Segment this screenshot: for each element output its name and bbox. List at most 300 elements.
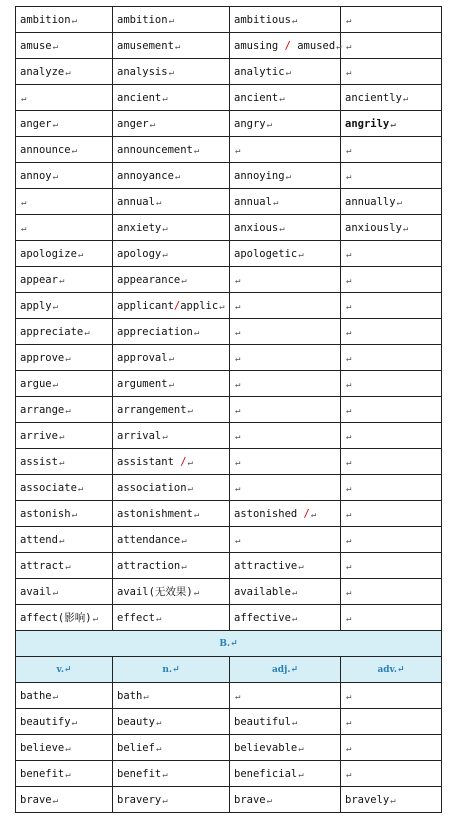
cell-text: annoy — [20, 169, 52, 182]
table-cell — [113, 475, 230, 501]
cell-text: appearance — [117, 273, 181, 286]
table-cell — [16, 7, 113, 33]
paragraph-mark-icon: ↵ — [346, 743, 352, 754]
paragraph-mark-icon: ↵ — [58, 431, 65, 442]
table-cell — [230, 683, 341, 709]
cell-text: arrangement — [117, 403, 187, 416]
table-cell — [341, 241, 442, 267]
paragraph-mark-icon: ↵ — [235, 431, 241, 442]
cell-text: annual — [234, 195, 272, 208]
table-cell — [16, 59, 113, 85]
table-cell — [341, 527, 442, 553]
paragraph-mark-icon: ↵ — [181, 561, 187, 572]
table-cell — [113, 85, 230, 111]
paragraph-mark-icon: ↵ — [235, 535, 241, 546]
paragraph-mark-icon: ↵ — [65, 353, 71, 364]
paragraph-mark-icon: ↵ — [193, 145, 200, 156]
cell-text: association — [117, 481, 187, 494]
paragraph-mark-icon: ↵ — [143, 691, 149, 702]
table-cell — [113, 761, 230, 787]
table-cell — [341, 85, 442, 111]
paragraph-mark-icon: ↵ — [346, 353, 352, 364]
paragraph-mark-icon: ↵ — [193, 588, 200, 598]
cell-text: beautify — [20, 715, 71, 728]
table-row — [16, 319, 442, 345]
paragraph-mark-icon: ↵ — [291, 587, 298, 598]
paragraph-mark-icon: ↵ — [285, 67, 291, 78]
paragraph-mark-icon: ↵ — [298, 769, 304, 780]
paragraph-mark-icon: ↵ — [174, 41, 181, 52]
table-cell — [230, 501, 341, 527]
cell-text: beautiful — [234, 715, 291, 728]
paragraph-mark-icon: ↵ — [168, 379, 174, 390]
table-cell — [16, 709, 113, 735]
paragraph-mark-icon: ↵ — [266, 119, 273, 130]
table-cell — [113, 293, 230, 319]
table-row — [16, 423, 442, 449]
cell-text: anxiously — [345, 221, 402, 234]
table-cell — [230, 761, 341, 787]
paragraph-mark-icon: ↵ — [155, 197, 162, 208]
table-cell — [113, 189, 230, 215]
cell-text: bravery — [117, 793, 162, 806]
table-cell — [341, 683, 442, 709]
table-row — [16, 371, 442, 397]
paragraph-mark-icon: ↵ — [181, 535, 187, 546]
table-cell — [341, 787, 442, 813]
table-cell — [16, 683, 113, 709]
table-cell — [113, 111, 230, 137]
paragraph-mark-icon: ↵ — [266, 795, 273, 806]
paragraph-mark-icon: ↵ — [52, 691, 59, 702]
cell-text: affect(影响) — [20, 612, 92, 624]
table-cell — [16, 345, 113, 371]
table-cell — [113, 59, 230, 85]
paragraph-mark-icon: ↵ — [181, 275, 187, 286]
paragraph-mark-icon: ↵ — [21, 223, 27, 234]
paragraph-mark-icon: ↵ — [346, 587, 352, 598]
cell-text: amuse — [20, 39, 52, 52]
paragraph-mark-icon: ↵ — [346, 535, 352, 546]
table-cell — [113, 267, 230, 293]
paragraph-mark-icon: ↵ — [402, 223, 409, 234]
table-cell — [113, 579, 230, 605]
table-row — [16, 137, 442, 163]
table-cell — [16, 163, 113, 189]
cell-text: beauty — [117, 715, 155, 728]
table-cell — [230, 449, 341, 475]
table-row — [16, 345, 442, 371]
paragraph-mark-icon: ↵ — [162, 795, 168, 806]
table-cell — [341, 761, 442, 787]
table-cell — [230, 527, 341, 553]
table-cell — [16, 189, 113, 215]
cell-text: apologetic — [234, 247, 298, 260]
table-cell — [341, 319, 442, 345]
paragraph-mark-icon: ↵ — [155, 743, 162, 754]
cell-text: anciently — [345, 91, 402, 104]
cell-text: ambitious — [234, 13, 291, 26]
paragraph-mark-icon: ↵ — [390, 119, 396, 130]
table-cell — [341, 735, 442, 761]
column-header: adj.↵ — [230, 657, 341, 683]
table-cell — [16, 787, 113, 813]
table-cell — [341, 59, 442, 85]
table-cell — [16, 319, 113, 345]
paragraph-mark-icon: ↵ — [279, 93, 285, 104]
cell-text: angrily — [345, 117, 390, 130]
paragraph-mark-icon: ↵ — [52, 795, 59, 806]
cell-text: arrival — [117, 429, 162, 442]
paragraph-mark-icon: ↵ — [162, 223, 168, 234]
table-cell — [16, 735, 113, 761]
paragraph-mark-icon: ↵ — [65, 769, 71, 780]
paragraph-mark-icon: ↵ — [65, 67, 71, 78]
cell-text: ambition — [117, 13, 168, 26]
cell-text: anger — [117, 117, 149, 130]
cell-text: applic — [180, 299, 219, 312]
cell-text: announce — [20, 143, 71, 156]
paragraph-mark-icon: ↵ — [187, 483, 193, 494]
paragraph-mark-icon: ↵ — [162, 769, 168, 780]
paragraph-mark-icon: ↵ — [272, 197, 279, 208]
paragraph-mark-icon: ↵ — [162, 93, 168, 104]
table-cell — [16, 527, 113, 553]
table-cell — [113, 319, 230, 345]
table-row — [16, 241, 442, 267]
table-cell — [230, 59, 341, 85]
paragraph-mark-icon: ↵ — [235, 353, 241, 364]
red-slash: / — [284, 39, 291, 52]
table-cell — [230, 423, 341, 449]
table-cell — [230, 397, 341, 423]
paragraph-mark-icon: ↵ — [298, 561, 304, 572]
cell-text: attract — [20, 559, 65, 572]
table-cell — [113, 605, 230, 631]
paragraph-mark-icon: ↵ — [346, 561, 352, 572]
paragraph-mark-icon: ↵ — [52, 119, 59, 130]
paragraph-mark-icon: ↵ — [162, 249, 168, 260]
paragraph-mark-icon: ↵ — [235, 457, 241, 468]
table-row — [16, 579, 442, 605]
table-cell — [113, 371, 230, 397]
paragraph-mark-icon: ↵ — [346, 15, 352, 26]
cell-text: astonish — [20, 507, 71, 520]
cell-text: appreciate — [20, 325, 84, 338]
paragraph-mark-icon: ↵ — [291, 613, 298, 624]
table-cell — [16, 761, 113, 787]
paragraph-mark-icon: ↵ — [21, 197, 27, 208]
paragraph-mark-icon: ↵ — [52, 587, 59, 598]
paragraph-mark-icon: ↵ — [346, 691, 352, 702]
table-cell — [341, 33, 442, 59]
table-cell — [230, 163, 341, 189]
table-cell — [230, 709, 341, 735]
cell-text: apologize — [20, 247, 77, 260]
paragraph-mark-icon: ↵ — [346, 275, 352, 286]
table-row — [16, 709, 442, 735]
table-cell — [230, 371, 341, 397]
paragraph-mark-icon: ↵ — [235, 327, 241, 338]
paragraph-mark-icon: ↵ — [65, 405, 71, 416]
cell-text: argue — [20, 377, 52, 390]
table-row — [16, 735, 442, 761]
paragraph-mark-icon: ↵ — [71, 717, 77, 728]
paragraph-mark-icon: ↵ — [291, 15, 298, 26]
table-cell — [341, 605, 442, 631]
cell-text: arrive — [20, 429, 58, 442]
table-cell — [341, 267, 442, 293]
table-cell — [113, 735, 230, 761]
cell-text: assist — [20, 455, 58, 468]
cell-text: bath — [117, 689, 143, 702]
table-cell — [230, 267, 341, 293]
table-row — [16, 553, 442, 579]
table-body — [16, 7, 442, 813]
paragraph-mark-icon: ↵ — [346, 41, 352, 52]
table-cell — [230, 241, 341, 267]
table-cell — [113, 163, 230, 189]
paragraph-mark-icon: ↵ — [285, 171, 291, 182]
cell-text: attend — [20, 533, 58, 546]
column-header: adv.↵ — [341, 657, 442, 683]
table-cell — [113, 241, 230, 267]
paragraph-mark-icon: ↵ — [71, 145, 77, 156]
table-cell — [16, 605, 113, 631]
table-cell — [113, 501, 230, 527]
paragraph-mark-icon: ↵ — [77, 483, 84, 494]
cell-text: affective — [234, 611, 291, 624]
paragraph-mark-icon: ↵ — [310, 509, 317, 520]
paragraph-mark-icon: ↵ — [346, 145, 352, 156]
paragraph-mark-icon: ↵ — [346, 301, 352, 312]
cell-text: anger — [20, 117, 52, 130]
cell-text: apology — [117, 247, 162, 260]
paragraph-mark-icon: ↵ — [187, 405, 193, 416]
cell-text: bathe — [20, 689, 52, 702]
paragraph-mark-icon: ↵ — [168, 353, 174, 364]
paragraph-mark-icon: ↵ — [396, 197, 402, 208]
cell-text: amusement — [117, 39, 174, 52]
paragraph-mark-icon: ↵ — [346, 769, 352, 780]
table-cell — [230, 293, 341, 319]
table-row — [16, 111, 442, 137]
cell-text: annoying — [234, 169, 285, 182]
paragraph-mark-icon: ↵ — [235, 379, 241, 390]
paragraph-mark-icon: ↵ — [291, 717, 298, 728]
paragraph-mark-icon: ↵ — [65, 561, 71, 572]
table-cell — [16, 449, 113, 475]
table-row — [16, 293, 442, 319]
paragraph-mark-icon: ↵ — [58, 457, 65, 468]
cell-text: believe — [20, 741, 65, 754]
table-cell — [16, 111, 113, 137]
cell-text: appreciation — [117, 325, 193, 338]
paragraph-mark-icon: ↵ — [71, 15, 77, 26]
table-row — [16, 475, 442, 501]
table-cell — [230, 189, 341, 215]
paragraph-mark-icon: ↵ — [346, 457, 352, 468]
paragraph-mark-icon: ↵ — [346, 327, 352, 338]
paragraph-mark-icon: ↵ — [346, 431, 352, 442]
table-cell — [113, 137, 230, 163]
table-cell — [230, 475, 341, 501]
table-row — [16, 527, 442, 553]
table-cell — [341, 163, 442, 189]
paragraph-mark-icon: ↵ — [235, 483, 241, 494]
cell-text: attractive — [234, 559, 298, 572]
paragraph-mark-icon: ↵ — [58, 275, 65, 286]
table-cell — [230, 735, 341, 761]
table-cell — [16, 137, 113, 163]
paragraph-mark-icon: ↵ — [92, 614, 98, 624]
table-cell — [230, 7, 341, 33]
cell-text: assistant — [117, 455, 181, 468]
paragraph-mark-icon: ↵ — [52, 171, 59, 182]
table-row — [16, 59, 442, 85]
cell-text: amusing — [234, 39, 285, 52]
paragraph-mark-icon: ↵ — [77, 249, 84, 260]
table-cell — [113, 33, 230, 59]
table-cell — [230, 215, 341, 241]
cell-text: avail(无效果) — [117, 586, 193, 598]
paragraph-mark-icon: ↵ — [279, 223, 285, 234]
paragraph-mark-icon: ↵ — [336, 41, 342, 52]
cell-text: arrange — [20, 403, 65, 416]
table-cell — [16, 475, 113, 501]
table-cell — [16, 371, 113, 397]
table-cell — [230, 319, 341, 345]
paragraph-mark-icon: ↵ — [298, 249, 304, 260]
cell-text: effect — [117, 611, 155, 624]
table-cell — [230, 111, 341, 137]
table-cell — [16, 579, 113, 605]
cell-text: annoyance — [117, 169, 174, 182]
paragraph-mark-icon: ↵ — [52, 301, 59, 312]
paragraph-mark-icon: ↵ — [235, 275, 241, 286]
table-cell — [341, 7, 442, 33]
table-cell — [16, 85, 113, 111]
table-cell — [341, 709, 442, 735]
table-cell — [230, 787, 341, 813]
paragraph-mark-icon: ↵ — [346, 405, 352, 416]
table-row — [16, 761, 442, 787]
paragraph-mark-icon: ↵ — [346, 67, 352, 78]
paragraph-mark-icon: ↵ — [193, 327, 200, 338]
red-slash: / — [303, 507, 310, 520]
paragraph-mark-icon: ↵ — [155, 717, 162, 728]
paragraph-mark-icon: ↵ — [21, 93, 27, 104]
table-row — [16, 267, 442, 293]
paragraph-mark-icon: ↵ — [346, 171, 352, 182]
cell-text: benefit — [20, 767, 65, 780]
cell-text: brave — [234, 793, 266, 806]
table-cell — [230, 33, 341, 59]
table-cell — [113, 553, 230, 579]
paragraph-mark-icon: ↵ — [235, 301, 241, 312]
cell-text: anxious — [234, 221, 279, 234]
cell-text: angry — [234, 117, 266, 130]
cell-text: annually — [345, 195, 396, 208]
cell-text: announcement — [117, 143, 193, 156]
table-cell — [341, 475, 442, 501]
cell-text: apply — [20, 299, 52, 312]
paragraph-mark-icon: ↵ — [346, 717, 352, 728]
cell-text: attendance — [117, 533, 181, 546]
table-row — [16, 397, 442, 423]
table-row — [16, 85, 442, 111]
column-header: v.↵ — [16, 657, 113, 683]
table-cell — [113, 683, 230, 709]
paragraph-mark-icon: ↵ — [298, 743, 304, 754]
table-cell — [341, 397, 442, 423]
paragraph-mark-icon: ↵ — [168, 15, 174, 26]
table-row — [16, 787, 442, 813]
cell-text: argument — [117, 377, 168, 390]
cell-text: anxiety — [117, 221, 162, 234]
red-slash: / — [180, 455, 187, 468]
cell-text: belief — [117, 741, 155, 754]
paragraph-mark-icon: ↵ — [193, 509, 200, 520]
table-cell — [16, 501, 113, 527]
red-slash: / — [173, 299, 181, 312]
table-row — [16, 189, 442, 215]
section-b-title-row — [16, 631, 442, 657]
table-cell — [341, 501, 442, 527]
paragraph-mark-icon: ↵ — [162, 431, 168, 442]
table-cell — [16, 267, 113, 293]
cell-text: attraction — [117, 559, 181, 572]
paragraph-mark-icon: ↵ — [52, 41, 59, 52]
table-cell — [230, 137, 341, 163]
table-cell — [113, 527, 230, 553]
table-cell — [113, 787, 230, 813]
paragraph-mark-icon: ↵ — [155, 613, 162, 624]
paragraph-mark-icon: ↵ — [58, 535, 65, 546]
table-cell — [113, 215, 230, 241]
paragraph-mark-icon: ↵ — [346, 509, 352, 520]
table-cell — [341, 371, 442, 397]
cell-text: avail — [20, 585, 52, 598]
table-cell — [341, 189, 442, 215]
table-cell — [341, 553, 442, 579]
table-cell — [230, 345, 341, 371]
cell-text: ambition — [20, 13, 71, 26]
table-cell — [341, 449, 442, 475]
table-row — [16, 215, 442, 241]
table-cell — [16, 423, 113, 449]
table-row — [16, 501, 442, 527]
table-cell — [16, 33, 113, 59]
paragraph-mark-icon: ↵ — [235, 145, 241, 156]
table-row — [16, 683, 442, 709]
table-row — [16, 33, 442, 59]
cell-text: beneficial — [234, 767, 298, 780]
cell-text: ancient — [117, 91, 162, 104]
paragraph-mark-icon: ↵ — [235, 691, 241, 702]
paragraph-mark-icon: ↵ — [346, 379, 352, 390]
cell-text: associate — [20, 481, 77, 494]
paragraph-mark-icon: ↵ — [52, 379, 59, 390]
cell-text: astonishment — [117, 507, 193, 520]
paragraph-mark-icon: ↵ — [149, 119, 156, 130]
table-cell — [341, 215, 442, 241]
table-cell — [113, 397, 230, 423]
cell-text: appear — [20, 273, 58, 286]
cell-text: believable — [234, 741, 298, 754]
paragraph-mark-icon: ↵ — [219, 301, 225, 312]
paragraph-mark-icon: ↵ — [168, 67, 174, 78]
